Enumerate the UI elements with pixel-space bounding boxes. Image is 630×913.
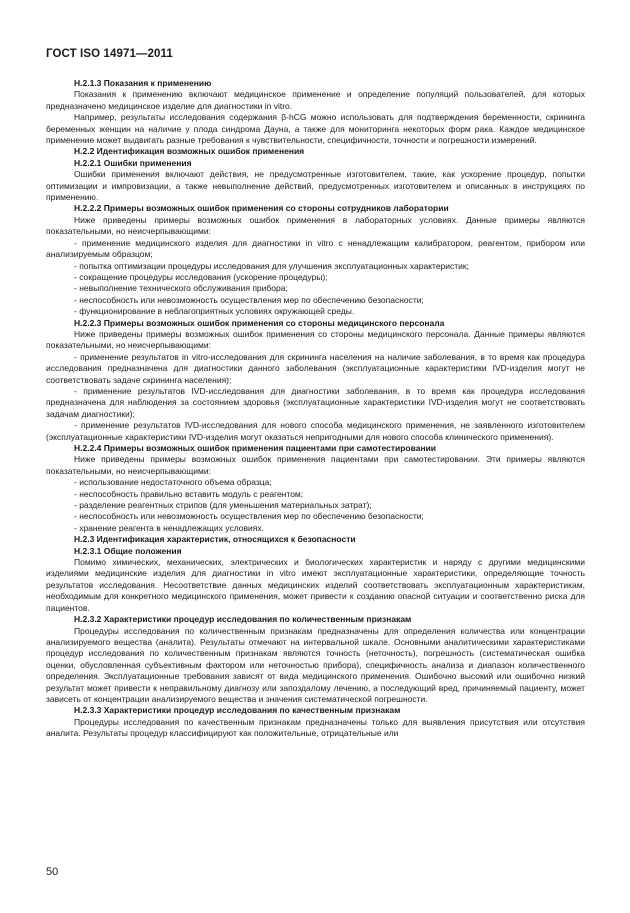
section-heading: H.2.1.3 Показания к применению	[74, 78, 212, 88]
paragraph: - применение результатов IVD-исследования для нового способа медицинского применения, не заявленного изготовителем (эксплуатационные характеристики IVD-изделия могут оказаться непригодными для нового способа клинического применения).	[46, 420, 585, 442]
paragraph: Например, результаты исследования содержания β-hCG можно использовать для подтверждения беременности, скрининга беременных женщин на наличие у плода синдрома Дауна, а также для мониторинга некоторых форм рака. Каждое медицинское применение может выдвигать разные требования к чувствительности, специфичности, точности и погрешности измерений.	[46, 112, 585, 146]
paragraph: - применение результатов IVD-исследования для диагностики заболевания, в то время как процедура исследования предназначена для наблюдения за состоянием здоровья (эксплуатационные характеристики IVD-изделия могут не соответствовать задачам диагностики);	[46, 385, 585, 419]
paragraph: Ниже приведены примеры возможных ошибок применения в лабораторных условиях. Данные примеры являются показательными, но неисчерпывающими:	[46, 214, 585, 237]
paragraph: Процедуры исследования по качественным признакам предназначены только для выявления присутствия или отсутствия аналита. Результаты процедур классифицируют как положительные, отрицательные или	[46, 716, 585, 739]
list-item: - неспособность или невозможность осуществления мер по обеспечению безопасности;	[74, 294, 424, 305]
section-heading: H.2.3 Идентификация характеристик, относящихся к безопасности	[74, 534, 356, 545]
section-heading: H.2.3.2 Характеристики процедур исследования по количественным признакам	[74, 614, 412, 625]
list-item: - использование недостаточного объема образца;	[74, 477, 272, 488]
page-number: 50	[46, 866, 59, 878]
list-item: - невыполнение технического обслуживания прибора;	[74, 283, 288, 294]
list-item: - попытка оптимизации процедуры исследования для улучшения эксплуатационных характеристик;	[74, 260, 470, 271]
paragraph: Показания к применению включают медицинское применение и определение популяций пользователей, для которых предназначено медицинское изделие для диагностики in vitro.	[46, 89, 585, 111]
paragraph: Помимо химических, механических, электрических и биологических характеристик и наряду с другими медицинскими изделиями медицинские изделия для диагностики in vitro имеют эксплуатационные характеристики, определяющие точность результатов исследования. Несоответствие данных медицинских изделий соответствовать эксплуатационным характеристикам, необходимым для конкретного медицинского применения, может привести к созданию опасной ситуации и соответственно риска для пациентов.	[46, 557, 585, 613]
section-heading: H.2.2.4 Примеры возможных ошибок применения пациентами при самотестировании	[74, 443, 437, 453]
paragraph: Ошибки применения включают действия, не предусмотренные изготовителем, такие, как ускорение процедур, попытки оптимизации и импровизации, а также невыполнение действий, предусмотренных изготовителем и описанных в инструкциях по применению.	[46, 169, 585, 203]
list-item: - разделение реагентных стрипов (для уменьшения материальных затрат);	[74, 500, 372, 511]
paragraph: Ниже приведены примеры возможных ошибок применения пациентами при самотестировании. Эти примеры являются показательными, но неисчерпывающими:	[46, 454, 585, 476]
paragraph: - применение медицинского изделия для диагностики in vitro с ненадлежащим калибратором, реагентом, прибором или анализируемым образцом;	[46, 237, 585, 260]
section-heading: H.2.3.3 Характеристики процедур исследования по качественным признакам	[74, 705, 401, 716]
section-heading: H.2.2 Идентификация возможных ошибок применения	[74, 146, 305, 157]
list-item: - сокращение процедуры исследования (ускорение процедуры);	[74, 271, 328, 282]
document-body	[46, 78, 585, 740]
section-heading: H.2.2.3 Примеры возможных ошибок применения со стороны медицинского персонала	[74, 317, 445, 328]
document-header: ГОСТ ISO 14971—2011	[46, 48, 173, 60]
section-heading: H.2.2.1 Ошибки применения	[74, 157, 192, 168]
paragraph: - применение результатов in vitro-исследования для скрининга населения на наличие заболевания, в то время как процедура исследования предназначена для диагностики данного заболевания (эксплуатационные характеристики IVD-изделия могут не соответствовать задаче скрининга населения);	[46, 351, 585, 385]
paragraph: Ниже приведены примеры возможных ошибок применения со стороны медицинского персонала. Данные примеры являются показательными, но неисчерпывающими:	[46, 328, 585, 351]
list-item: - неспособность или невозможность осуществления мер по обеспечению безопасности;	[74, 511, 424, 522]
paragraph: Процедуры исследования по количественным признакам предназначены для определения количества или концентрации анализируемого вещества (аналита). Результаты отмечают на интервальной шкале. Основными аналитическими характеристиками процедур исследования по количественным признакам являются точность (неточность), погрешность (систематическая ошибка оценки, обусловленная субъективным фактором или неточностью прибора), специфичность анализа и диапазон количественного определения. Эксплуатационные требования зависят от вида медицинского применения. Ошибочно высокий или ошибочно низкий результат может привести к неправильному диагнозу или запоздалому лечению, а последующий вред, причиняемый пациенту, может зависеть от концентрации анализируемого вещества и значения систематической погрешности.	[46, 625, 585, 704]
section-heading: H.2.2.2 Примеры возможных ошибок применения со стороны сотрудников лаборатории	[74, 203, 449, 214]
list-item: - неспособность правильно вставить модуль с реагентом;	[74, 488, 304, 499]
list-item: - хранение реагента в ненадлежащих условиях.	[74, 522, 264, 533]
section-heading: H.2.3.1 Общие положения	[74, 545, 182, 556]
list-item: - функционирование в неблагоприятных условиях окружающей среды.	[74, 306, 355, 317]
